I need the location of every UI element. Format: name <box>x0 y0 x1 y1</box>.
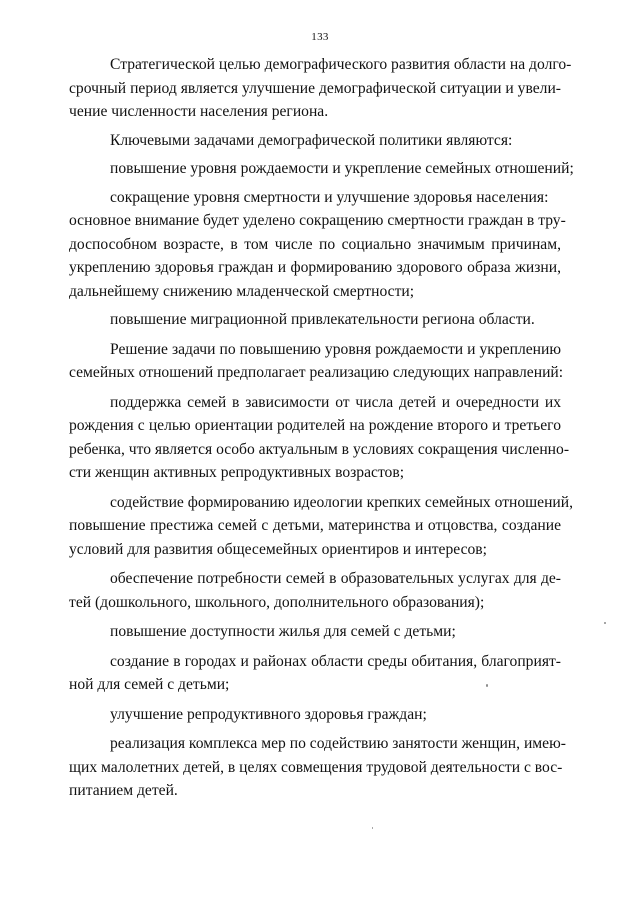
text-line: повышение миграционной привлекательности региона области. <box>110 311 535 328</box>
scan-speck <box>372 827 373 829</box>
text-line: ребенка, что является особо актуальным в условиях сокращения численно- <box>69 440 570 458</box>
text-line: основное внимание будет уделено сокращению смертности граждан в тру- <box>69 212 566 229</box>
text-line: улучшение репродуктивного здоровья граждан; <box>110 705 427 723</box>
text-line: повышение доступности жилья для семей с детьми; <box>110 623 456 640</box>
text-line: чение численности населения региона. <box>69 103 329 120</box>
scan-speck <box>604 622 606 624</box>
text-line: семейных отношений предполагает реализацию следующих направлений: <box>69 364 564 381</box>
text-line: Ключевыми задачами демографической политики являются: <box>110 131 513 149</box>
page-number: 133 <box>311 31 329 43</box>
text-line: ной для семей с детьми; <box>69 676 230 693</box>
document-body <box>69 53 574 803</box>
text-line: повышение престижа семей с детьми, материнства и отцовства, создание <box>69 517 561 534</box>
text-line: создание в городах и районах области среды обитания, благоприят- <box>110 652 561 670</box>
scan-speck <box>486 684 488 687</box>
text-line: щих малолетних детей, в целях совмещения трудовой деятельности с вос- <box>69 758 563 776</box>
text-line: срочный период является улучшение демографической ситуации и увели- <box>69 79 561 97</box>
text-line: сти женщин активных репродуктивных возрастов; <box>69 464 405 481</box>
text-line: тей (дошкольного, школьного, дополнительного образования); <box>69 593 485 611</box>
text-line: рождения с целью ориентации родителей на рождение второго и третьего <box>69 417 561 434</box>
text-line: реализация комплекса мер по содействию занятости женщин, имею- <box>110 735 566 752</box>
text-line: Стратегической целью демографического развития области на долго- <box>110 56 572 73</box>
text-line: доспособном возрасте, в том числе по социально значимым причинам, <box>69 235 561 253</box>
text-line: поддержка семей в зависимости от числа детей и очередности их <box>110 393 561 411</box>
text-line: Решение задачи по повышению уровня рождаемости и укреплению <box>110 340 561 358</box>
text-line: питанием детей. <box>69 782 178 799</box>
text-line: условий для развития общесемейных ориентиров и интересов; <box>69 540 487 558</box>
text-line: дальнейшему снижению младенческой смертности; <box>69 282 415 300</box>
text-line: повышение уровня рождаемости и укрепление семейных отношений; <box>110 160 574 177</box>
text-line: обеспечение потребности семей в образовательных услугах для де- <box>110 570 561 587</box>
text-line: укреплению здоровья граждан и формированию здорового образа жизни, <box>69 259 561 276</box>
text-line: содействие формированию идеологии крепких семейных отношений, <box>110 493 574 511</box>
text-line: сокращение уровня смертности и улучшение здоровья населения: <box>110 188 549 206</box>
